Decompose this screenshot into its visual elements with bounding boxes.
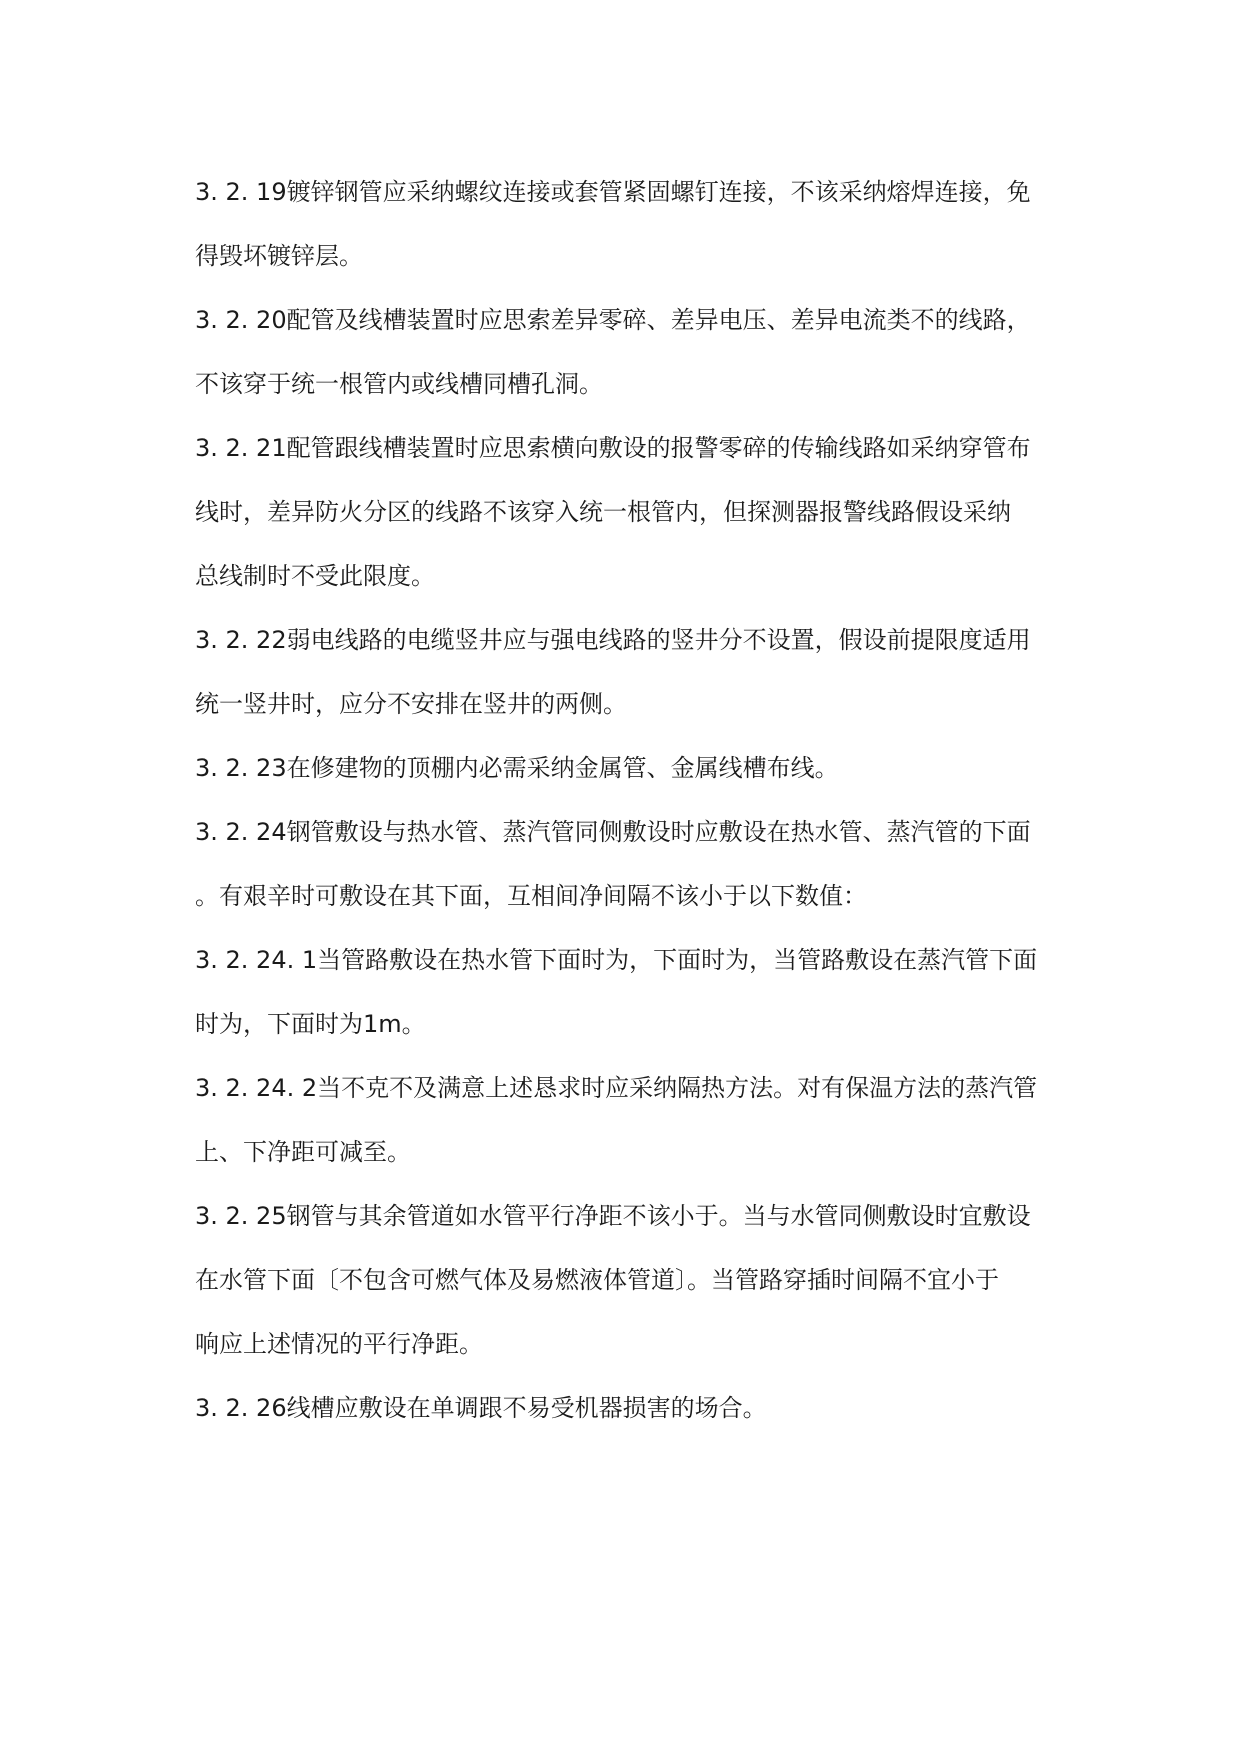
paragraph-line: 响应上述情况的平行净距。 (195, 1330, 483, 1358)
paragraph-line: 不该穿于统一根管内或线槽同槽孔洞。 (195, 370, 603, 398)
paragraph-3-2-20 (195, 288, 1050, 416)
paragraph-3-2-19 (195, 160, 1050, 288)
paragraph-line: 时为，下面时为1m。 (195, 1010, 426, 1038)
paragraph-line: 3. 2. 26线槽应敷设在单调跟不易受机器损害的场合。 (195, 1394, 767, 1422)
paragraph-3-2-23 (195, 736, 1050, 800)
paragraph-line: 在水管下面〔不包含可燃气体及易燃液体管道〕。当管路穿插时间隔不宜小于 (195, 1266, 999, 1294)
paragraph-3-2-24-2 (195, 1056, 1050, 1184)
paragraph-line: 3. 2. 24. 2当不克不及满意上述恳求时应采纳隔热方法。对有保温方法的蒸汽管 (195, 1074, 1038, 1102)
paragraph-line: 。有艰辛时可敷设在其下面，互相间净间隔不该小于以下数值： (195, 882, 867, 910)
paragraph-3-2-22 (195, 608, 1050, 736)
paragraph-3-2-25 (195, 1184, 1050, 1376)
paragraph-line: 上、下净距可减至。 (195, 1138, 411, 1166)
paragraph-line: 3. 2. 24钢管敷设与热水管、蒸汽管同侧敷设时应敷设在热水管、蒸汽管的下面 (195, 818, 1031, 846)
paragraph-line: 3. 2. 21配管跟线槽装置时应思索横向敷设的报警零碎的传输线路如采纳穿管布 (195, 434, 1031, 462)
paragraph-line: 3. 2. 24. 1当管路敷设在热水管下面时为，下面时为，当管路敷设在蒸汽管下面 (195, 946, 1038, 974)
paragraph-line: 线时，差异防火分区的线路不该穿入统一根管内，但探测器报警线路假设采纳 (195, 498, 1011, 526)
paragraph-3-2-26 (195, 1376, 1050, 1440)
paragraph-line: 3. 2. 20配管及线槽装置时应思索差异零碎、差异电压、差异电流类不的线路， (195, 306, 1031, 334)
document-body (195, 160, 1050, 1440)
paragraph-line: 3. 2. 23在修建物的顶棚内必需采纳金属管、金属线槽布线。 (195, 754, 839, 782)
paragraph-line: 总线制时不受此限度。 (195, 562, 435, 590)
paragraph-line: 3. 2. 19镀锌钢管应采纳螺纹连接或套管紧固螺钉连接，不该采纳熔焊连接，免 (195, 178, 1031, 206)
paragraph-line: 统一竖井时，应分不安排在竖井的两侧。 (195, 690, 627, 718)
paragraph-3-2-24-1 (195, 928, 1050, 1056)
paragraph-line: 3. 2. 25钢管与其余管道如水管平行净距不该小于。当与水管同侧敷设时宜敷设 (195, 1202, 1031, 1230)
paragraph-line: 得毁坏镀锌层。 (195, 242, 363, 270)
paragraph-3-2-24 (195, 800, 1050, 928)
paragraph-line: 3. 2. 22弱电线路的电缆竖井应与强电线路的竖井分不设置，假设前提限度适用 (195, 626, 1031, 654)
paragraph-3-2-21 (195, 416, 1050, 608)
